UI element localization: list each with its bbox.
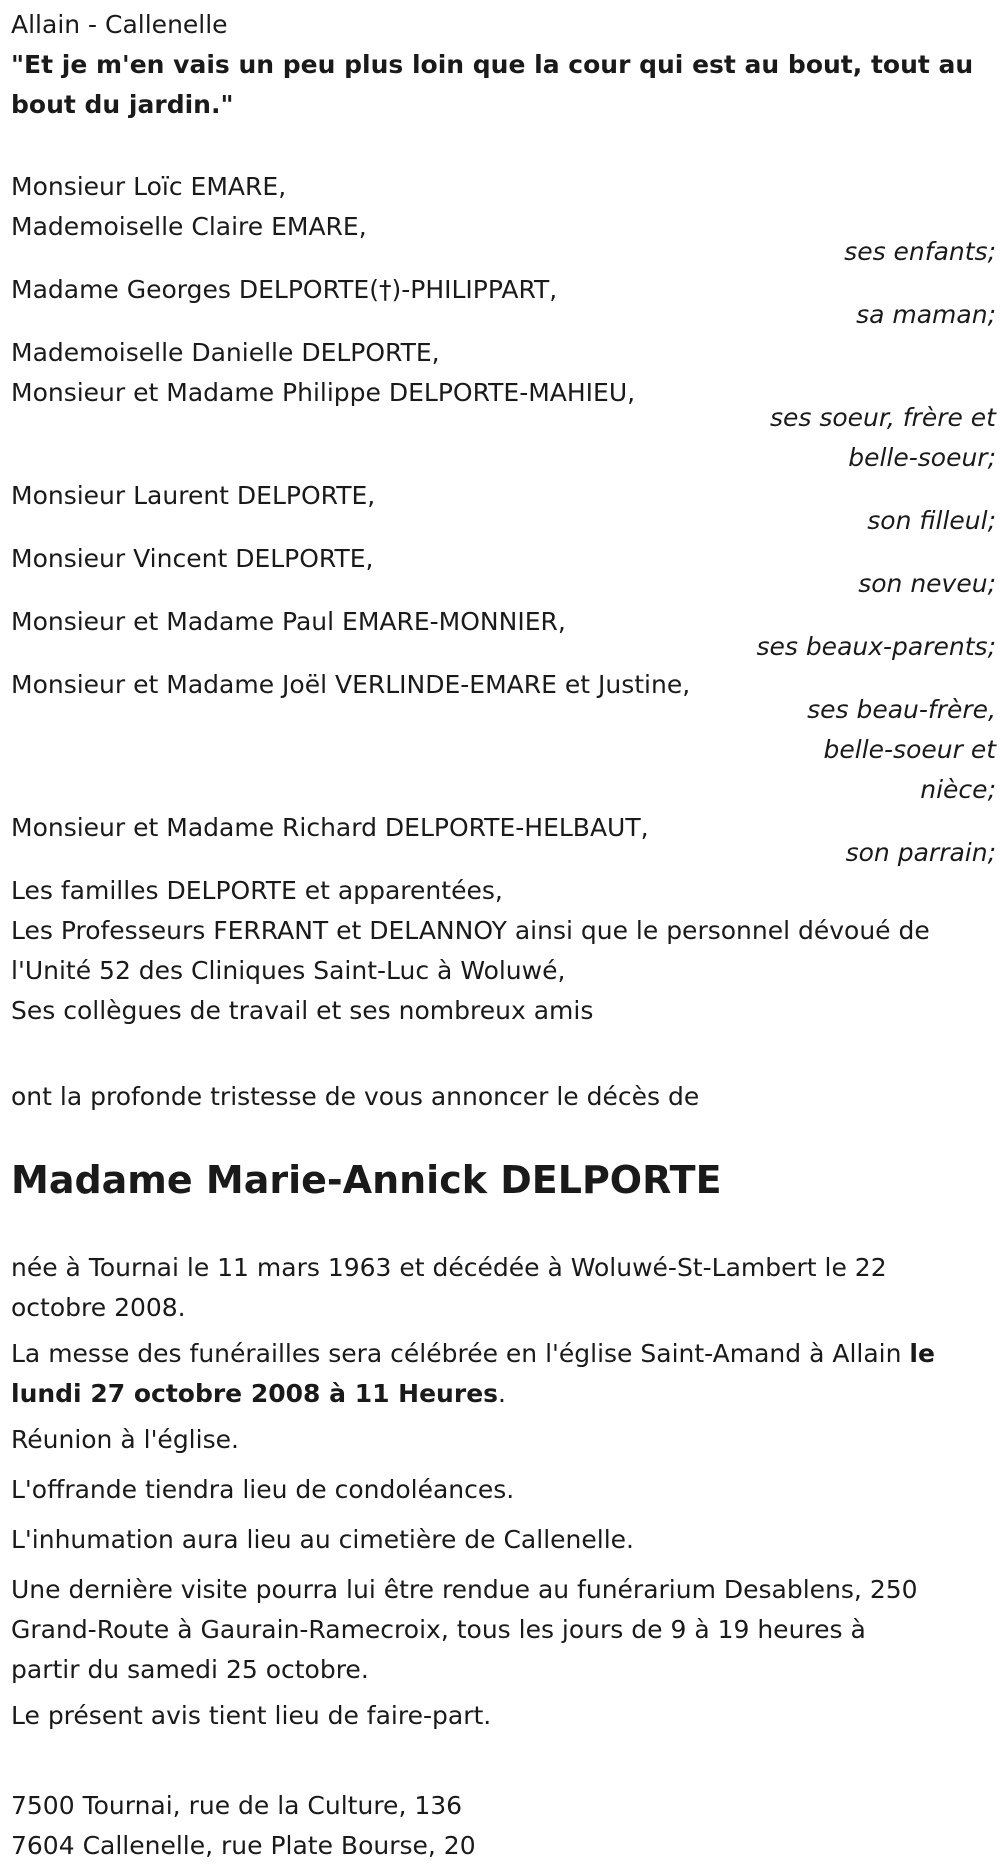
relation-text: ses beau-frère, xyxy=(807,695,996,724)
relation-text: nièce; xyxy=(920,775,996,804)
relation-label xyxy=(846,833,996,873)
mourner-name: Monsieur Loïc EMARE, xyxy=(11,172,287,201)
relation-text: sa maman; xyxy=(856,300,996,329)
birth-line: octobre 2008. xyxy=(11,1293,186,1322)
relation-text: son filleul; xyxy=(867,506,996,535)
relation-text: belle-soeur et xyxy=(823,735,996,764)
address-line: 7500 Tournai, rue de la Culture, 136 xyxy=(11,1791,463,1820)
quote-line-1: "Et je m'en vais un peu plus loin que la cour qui est au bout, tout au xyxy=(11,50,974,79)
relation-label xyxy=(770,398,996,478)
inhumation-info xyxy=(11,1520,996,1560)
relation-text: son parrain; xyxy=(845,838,996,867)
mass-line-2 xyxy=(11,1374,996,1414)
relation-text: ses beaux-parents; xyxy=(756,632,996,661)
mourner-name: Monsieur et Madame Philippe DELPORTE-MAHIEU, xyxy=(11,378,636,407)
other-mourner-line: l'Unité 52 des Cliniques Saint-Luc à Woluwé, xyxy=(11,956,566,985)
mourner-name: Mademoiselle Claire EMARE, xyxy=(11,212,367,241)
deceased-name-block xyxy=(11,1155,996,1205)
mourner-name: Monsieur Vincent DELPORTE, xyxy=(11,544,374,573)
relation-label xyxy=(844,232,996,272)
offrande-info xyxy=(11,1470,996,1510)
reunion-info xyxy=(11,1420,996,1460)
relation-label xyxy=(858,564,996,604)
header xyxy=(11,5,996,125)
offrande-text: L'offrande tiendra lieu de condoléances. xyxy=(11,1475,515,1504)
relation-text: belle-soeur; xyxy=(848,443,996,472)
relation-label xyxy=(867,501,996,541)
inhumation-text: L'inhumation aura lieu au cimetière de Callenelle. xyxy=(11,1525,634,1554)
other-mourner-line: Les Professeurs FERRANT et DELANNOY ainsi que le personnel dévoué de xyxy=(11,916,930,945)
relation-label xyxy=(807,690,996,810)
relation-label xyxy=(756,627,996,667)
visit-line: Grand-Route à Gaurain-Ramecroix, tous les jours de 9 à 19 heures à xyxy=(11,1615,866,1644)
deceased-name: Madame Marie-Annick DELPORTE xyxy=(11,1158,722,1202)
quote-line-2: bout du jardin." xyxy=(11,90,234,119)
visit-line: Une dernière visite pourra lui être rendue au funérarium Desablens, 250 xyxy=(11,1575,918,1604)
reunion-text: Réunion à l'église. xyxy=(11,1425,239,1454)
mourner-name: Mademoiselle Danielle DELPORTE, xyxy=(11,338,440,367)
addresses xyxy=(11,1786,996,1866)
location-line: Allain - Callenelle xyxy=(11,10,228,39)
mass-date-start: le xyxy=(909,1339,935,1368)
relation-text: ses enfants; xyxy=(844,237,996,266)
other-mourner-line: Ses collègues de travail et ses nombreux amis xyxy=(11,996,594,1025)
mourner-name: Monsieur et Madame Richard DELPORTE-HELBAUT, xyxy=(11,813,649,842)
mass-line-1 xyxy=(11,1334,996,1374)
present-text: Le présent avis tient lieu de faire-part. xyxy=(11,1701,492,1730)
mass-end: . xyxy=(498,1379,506,1408)
other-mourners xyxy=(11,871,996,1031)
mourner-group-nephew xyxy=(11,539,996,579)
visit-info xyxy=(11,1570,996,1690)
address-line: 7604 Callenelle, rue Plate Bourse, 20 xyxy=(11,1831,476,1860)
birth-death-info xyxy=(11,1248,996,1328)
mass-text: La messe des funérailles sera célébrée en l'église Saint-Amand à Allain xyxy=(11,1339,910,1368)
relation-text: son neveu; xyxy=(858,569,996,598)
relation-label xyxy=(856,295,996,335)
mourner-name: Monsieur Laurent DELPORTE, xyxy=(11,481,376,510)
mass-info xyxy=(11,1334,996,1414)
announcement xyxy=(11,1077,996,1117)
mourner-group-godson xyxy=(11,476,996,516)
mourner-name: Monsieur et Madame Paul EMARE-MONNIER, xyxy=(11,607,566,636)
birth-line: née à Tournai le 11 mars 1963 et décédée à Woluwé-St-Lambert le 22 xyxy=(11,1253,887,1282)
mourner-name: Monsieur et Madame Joël VERLINDE-EMARE et Justine, xyxy=(11,670,691,699)
mourner-name: Madame Georges DELPORTE(†)-PHILIPPART, xyxy=(11,275,558,304)
visit-line: partir du samedi 25 octobre. xyxy=(11,1655,369,1684)
mourner-group-mother xyxy=(11,270,996,310)
mass-date: lundi 27 octobre 2008 à 11 Heures xyxy=(11,1379,499,1408)
relation-text: ses soeur, frère et xyxy=(769,403,996,432)
announcement-text: ont la profonde tristesse de vous annoncer le décès de xyxy=(11,1082,700,1111)
other-mourner-line: Les familles DELPORTE et apparentées, xyxy=(11,876,503,905)
present-info xyxy=(11,1696,996,1736)
